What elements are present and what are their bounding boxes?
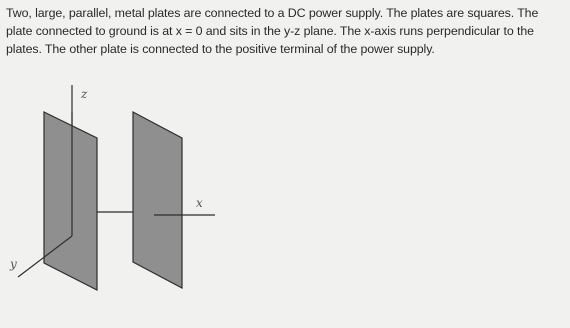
y-axis-label: y bbox=[10, 257, 17, 271]
x-axis-label: x bbox=[196, 196, 203, 210]
z-axis-label: z bbox=[81, 87, 88, 101]
ground-plate bbox=[44, 112, 97, 290]
problem-statement: Two, large, parallel, metal plates are connected to a DC power supply. The plates are squares. The plate connected to ground is at x = 0 and sits in the y-z plane. The x-axis runs perpendicular to the plates. The other plate is connected to the positive terminal of the power supply. bbox=[6, 6, 539, 56]
positive-plate bbox=[133, 112, 182, 288]
